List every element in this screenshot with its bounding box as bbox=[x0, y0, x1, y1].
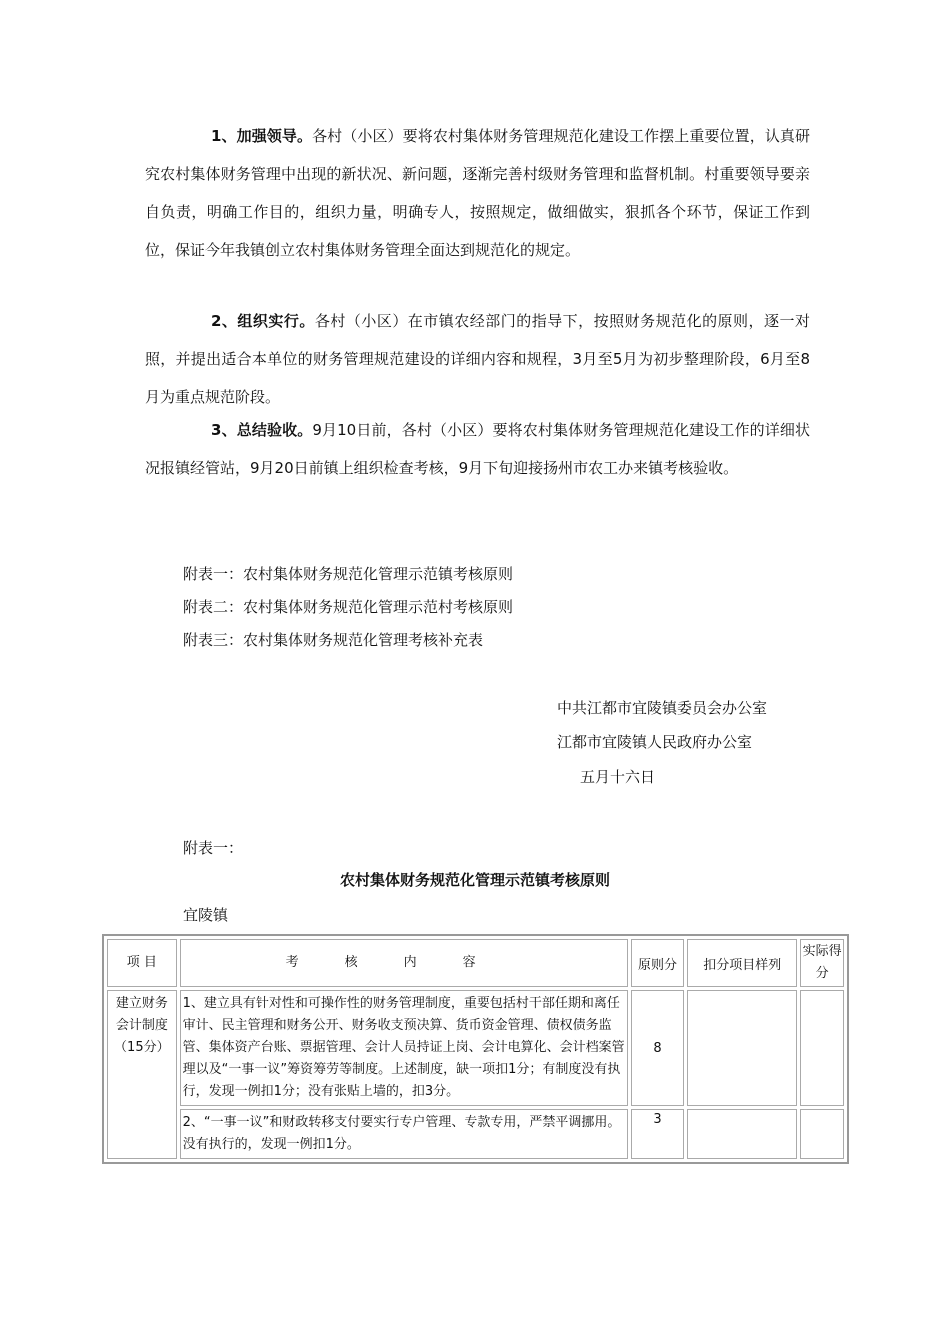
header-content: 考核内容 bbox=[180, 939, 628, 987]
row-item: 建立财务会计制度（15分） bbox=[107, 990, 177, 1159]
header-deduct: 扣分项目样列 bbox=[687, 939, 797, 987]
table-row bbox=[107, 1109, 844, 1159]
attachment-2: 附表二：农村集体财务规范化管理示范村考核原则 bbox=[183, 598, 514, 616]
section-2 bbox=[145, 302, 810, 416]
row-content: 1、建立具有针对性和可操作性的财务管理制度，重要包括村干部任期和离任审计、民主管理和财务公开、财务收支预决算、货币资金管理、债权债务监管、集体资产台账、票据管理、会计人员持证上岗、会计电算化、会计档案管理以及“一事一议”筹资筹劳等制度。上述制度，缺一项扣1分；有制度没有执行，发现一例扣1分；没有张贴上墙的，扣3分。 bbox=[180, 990, 628, 1106]
section-1-heading: 1、加强领导。 bbox=[211, 127, 313, 145]
section-1 bbox=[145, 117, 810, 269]
section-3-body: 9月10日前，各村（小区）要将农村集体财务管理规范化建设工作的详细状况报镇经管站，9月20日前镇上组织检查考核，9月下旬迎接扬州市农工办来镇考核验收。 bbox=[145, 421, 811, 477]
appendix-label: 附表一： bbox=[183, 839, 244, 857]
row-score: 3 bbox=[631, 1109, 685, 1159]
table-row bbox=[107, 990, 844, 1106]
town-name: 宜陵镇 bbox=[183, 906, 229, 924]
appendix-title: 农村集体财务规范化管理示范镇考核原则 bbox=[339, 871, 610, 889]
row-content: 2、“一事一议”和财政转移支付要实行专户管理、专款专用，严禁平调挪用。没有执行的，发现一例扣1分。 bbox=[180, 1109, 628, 1159]
section-3-heading: 3、总结验收。 bbox=[211, 421, 313, 439]
exam-table bbox=[102, 934, 849, 1164]
section-2-heading: 2、组织实行。 bbox=[211, 312, 315, 330]
header-actual: 实际得分 bbox=[800, 939, 844, 987]
section-3 bbox=[145, 411, 810, 487]
table-header-row bbox=[107, 939, 844, 987]
attachment-3: 附表三：农村集体财务规范化管理考核补充表 bbox=[183, 631, 484, 649]
signature-org-1: 中共江都市宜陵镇委员会办公室 bbox=[557, 699, 768, 717]
row-actual bbox=[800, 1109, 844, 1159]
signature-date: 五月十六日 bbox=[580, 768, 656, 786]
signature-org-2: 江都市宜陵镇人民政府办公室 bbox=[557, 733, 753, 751]
section-2-body: 各村（小区）在市镇农经部门的指导下，按照财务规范化的原则，逐一对照，并提出适合本单位的财务管理规范建设的详细内容和规程，3月至5月为初步整理阶段，6月至8月为重点规范阶段。 bbox=[145, 312, 810, 406]
row-score: 8 bbox=[631, 990, 685, 1106]
row-deduct bbox=[687, 990, 797, 1106]
row-actual bbox=[800, 990, 844, 1106]
header-item: 项 目 bbox=[107, 939, 177, 987]
row-deduct bbox=[687, 1109, 797, 1159]
section-1-body: 各村（小区）要将农村集体财务管理规范化建设工作摆上重要位置，认真研究农村集体财务管理中出现的新状况、新问题，逐渐完善村级财务管理和监督机制。村重要领导要亲自负责，明确工作目的，组织力量，明确专人，按照规定，做细做实，狠抓各个环节，保证工作到位，保证今年我镇创立农村集体财务管理全面达到规范化的规定。 bbox=[145, 127, 810, 259]
attachment-1: 附表一：农村集体财务规范化管理示范镇考核原则 bbox=[183, 565, 514, 583]
header-score: 原则分 bbox=[631, 939, 685, 987]
